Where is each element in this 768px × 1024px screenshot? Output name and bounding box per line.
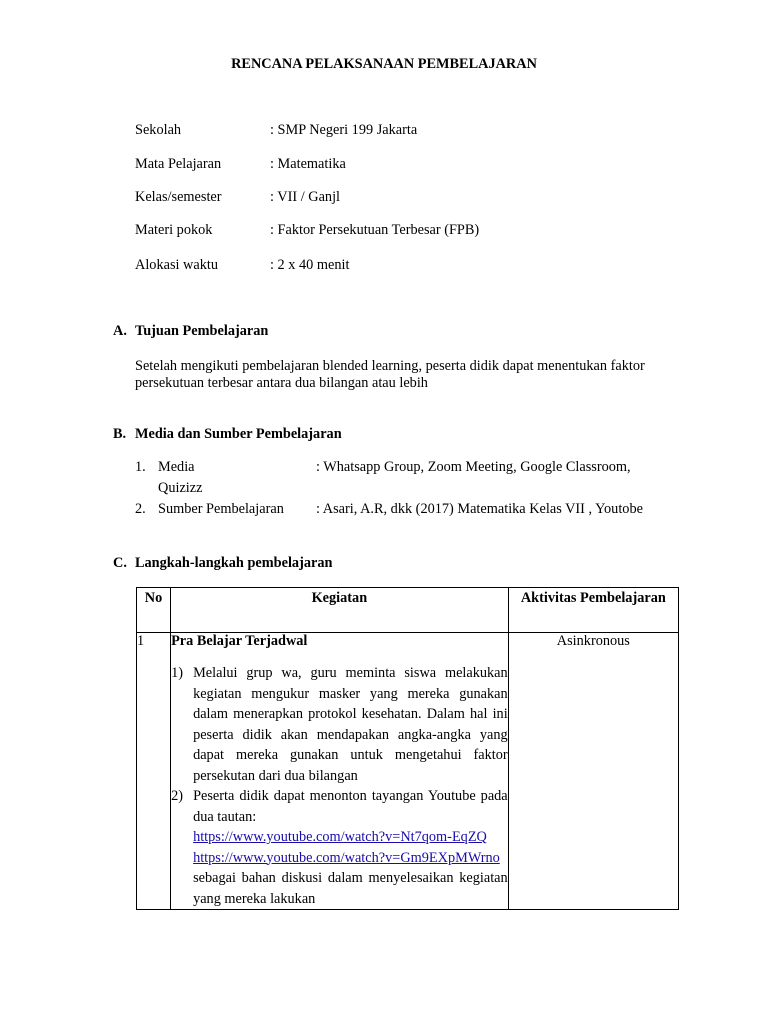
activity-heading: Pra Belajar Terjadwal [171, 633, 308, 649]
youtube-link-2[interactable]: https://www.youtube.com/watch?v=Gm9EXpMWrno [193, 849, 500, 866]
list-item-number: 2. [135, 501, 146, 517]
identity-value-mata-pelajaran: : Matematika [270, 156, 346, 172]
sumber-value: : Asari, A.R, dkk (2017) Matematika Kelas VII , Youtobe [316, 501, 643, 517]
identity-label-mata-pelajaran: Mata Pelajaran [135, 156, 222, 172]
step-text: Melalui grup wa, guru meminta siswa melakukan kegiatan mengukur masker yang mereka gunakan dalam menerapkan protokol kesehatan. Dalam hal ini peserta didik akan mendapakan angka-angka yang dapat mereka gunakan untuk mengetahui faktor persekutan dari dua bilangan [193, 665, 508, 784]
identity-label-kelas-semester: Kelas/semester [135, 189, 222, 205]
identity-label-materi-pokok: Materi pokok [135, 222, 213, 238]
step-number: 1) [171, 665, 183, 681]
identity-label-sekolah: Sekolah [135, 122, 182, 138]
section-a-paragraph [135, 358, 695, 392]
section-b-title: Media dan Sumber Pembelajaran [135, 426, 342, 442]
sumber-label: Sumber Pembelajaran [158, 501, 284, 517]
youtube-link-1[interactable]: https://www.youtube.com/watch?v=Nt7qom-EqZQ [193, 829, 487, 845]
step-text-after: sebagai bahan diskusi dalam menyelesaikan kegiatan yang mereka lakukan [193, 870, 508, 907]
section-c-title: Langkah-langkah pembelajaran [135, 555, 333, 571]
section-b-letter: B. [113, 426, 127, 442]
identity-value-kelas-semester: : VII / Ganjl [270, 189, 341, 205]
media-label: Media [158, 459, 195, 475]
header-no: No [137, 588, 171, 633]
step-number: 2) [171, 788, 183, 804]
header-kegiatan: Kegiatan [171, 588, 509, 633]
media-value-continued: Quizizz [158, 480, 203, 496]
step-text: Peserta didik dapat menonton tayangan Youtube pada dua tautan: [193, 788, 508, 825]
aktivitas-cell: Asinkronous [508, 633, 678, 910]
document-title: RENCANA PELAKSANAAN PEMBELAJARAN [231, 56, 537, 72]
table-row [137, 633, 679, 910]
identity-label-alokasi-waktu: Alokasi waktu [135, 257, 218, 273]
section-a-line-2: persekutuan terbesar antara dua bilangan atau lebih [135, 375, 428, 391]
media-value: : Whatsapp Group, Zoom Meeting, Google Classroom, [316, 459, 631, 475]
steps-table [136, 587, 679, 910]
row-number: 1 [137, 633, 171, 910]
section-c-letter: C. [113, 555, 127, 571]
table-header-row [137, 588, 679, 633]
identity-value-sekolah: : SMP Negeri 199 Jakarta [270, 122, 418, 138]
step-content [193, 786, 508, 909]
list-item [171, 663, 508, 786]
section-a-letter: A. [113, 323, 127, 339]
header-aktivitas: Aktivitas Pembelajaran [508, 588, 678, 633]
identity-value-materi-pokok: : Faktor Persekutuan Terbesar (FPB) [270, 222, 480, 238]
section-a-line-1: Setelah mengikuti pembelajaran blended learning, peserta didik dapat menentukan faktor [135, 358, 645, 374]
identity-value-alokasi-waktu: : 2 x 40 menit [270, 257, 350, 273]
section-a-title: Tujuan Pembelajaran [135, 323, 269, 339]
list-item-number: 1. [135, 459, 146, 475]
kegiatan-cell [171, 633, 509, 910]
list-item [171, 786, 508, 909]
